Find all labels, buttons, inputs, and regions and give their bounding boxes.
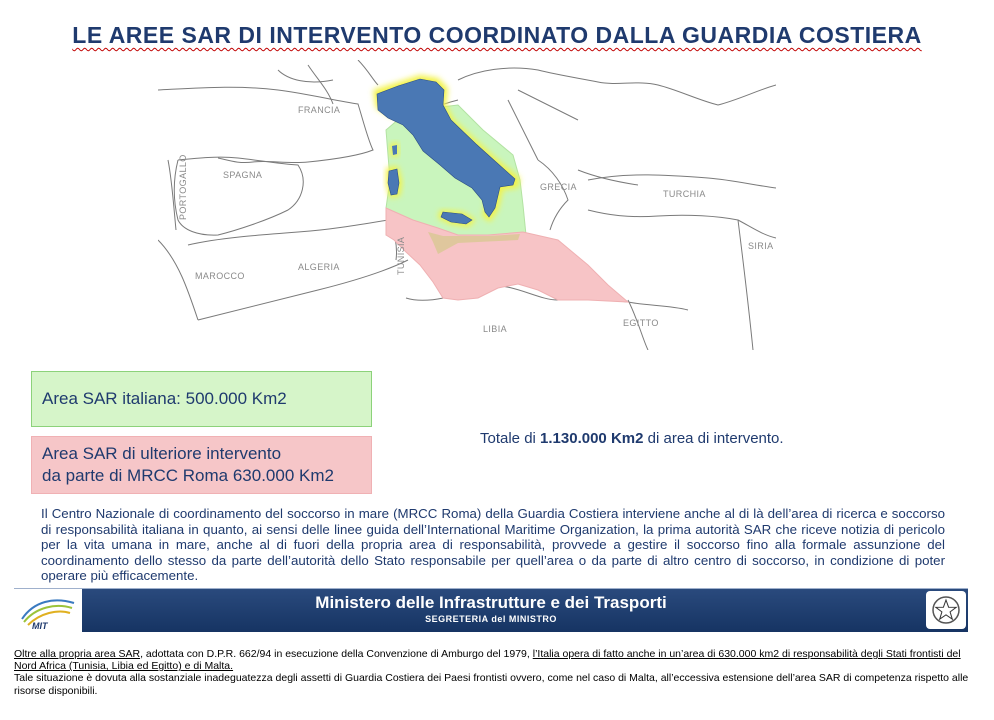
legend-italian-text: Area SAR italiana: 500.000 Km2	[42, 389, 287, 408]
total-area	[480, 430, 784, 447]
legend-italian-sar	[31, 371, 372, 427]
map-label-spagna: SPAGNA	[223, 170, 263, 180]
banner-subtitle: SEGRETERIA del MINISTRO	[425, 614, 557, 624]
sar-map	[158, 60, 776, 350]
legend-extra-line2: da parte di MRCC Roma 630.000 Km2	[42, 466, 334, 485]
map-label-marocco: MAROCCO	[195, 271, 245, 281]
map-label-egitto: EGITTO	[623, 318, 659, 328]
ministry-banner	[14, 588, 968, 632]
page-title: LE AREE SAR DI INTERVENTO COORDINATO DALLA GUARDIA COSTIERA	[72, 22, 922, 48]
map-label-portogallo: PORTOGALLO	[178, 154, 188, 220]
description-paragraph: Il Centro Nazionale di coordinamento del soccorso in mare (MRCC Roma) della Guardia Costiera interviene anche al di là dell’area di ricerca e soccorso di responsabilità italiana in quanto, ai sensi delle linee guida dell’International Maritime Organization, la prima autorità SAR che riceve notizia di pericolo per la vita umana in mare, anche al di fuori della propria area di responsabilità, provvede a gestire il soccorso fino alla formale assunzione del coordinamento dello stesso da parte dell’autorità dello Stato responsabile per quell’area o da parte di altro centro di soccorso, in condizione di poter operare più efficacemente.	[41, 506, 945, 583]
total-prefix: Totale di	[480, 430, 541, 447]
footnote-link1: Oltre alla propria area SAR	[14, 648, 141, 660]
footnote-text1: , adottata con D.P.R. 662/94 in esecuzione della Convenzione di Amburgo del 1979,	[140, 648, 533, 660]
map-label-siria: SIRIA	[748, 241, 774, 251]
legend-extra-line1: Area SAR di ulteriore intervento	[42, 444, 282, 463]
total-suffix: di area di intervento.	[643, 430, 784, 447]
map-label-francia: FRANCIA	[298, 105, 341, 115]
map-label-turchia: TURCHIA	[663, 189, 706, 199]
footnote-link2: l’Italia opera di fatto anche in un’area di 630.000 km2 di responsabilità degli Stati frontisti del Nord Africa (Tunisia, Libia ed Egitto) e di Malta.	[14, 648, 961, 673]
footnote-para2: Tale situazione è dovuta alla sostanziale inadeguatezza degli assetti di Guardia Costiera dei Paesi frontisti ovvero, come nel caso di Malta, all’eccessiva estensione dell’area SAR di competenza rispetto alle risorse disponibili.	[14, 672, 969, 697]
map-label-libia: LIBIA	[483, 324, 508, 334]
svg-text:MIT: MIT	[32, 621, 48, 631]
footnote	[14, 648, 974, 697]
map-label-grecia: GRECIA	[540, 182, 577, 192]
republic-emblem-icon	[926, 591, 966, 629]
legend-extra-sar	[31, 436, 372, 494]
banner-title: Ministero delle Infrastrutture e dei Trasporti	[315, 593, 667, 612]
map-label-algeria: ALGERIA	[298, 262, 340, 272]
map-label-tunisia: TUNISIA	[396, 236, 406, 275]
footnote-para1	[14, 648, 974, 672]
total-value: 1.130.000 Km2	[540, 430, 644, 447]
